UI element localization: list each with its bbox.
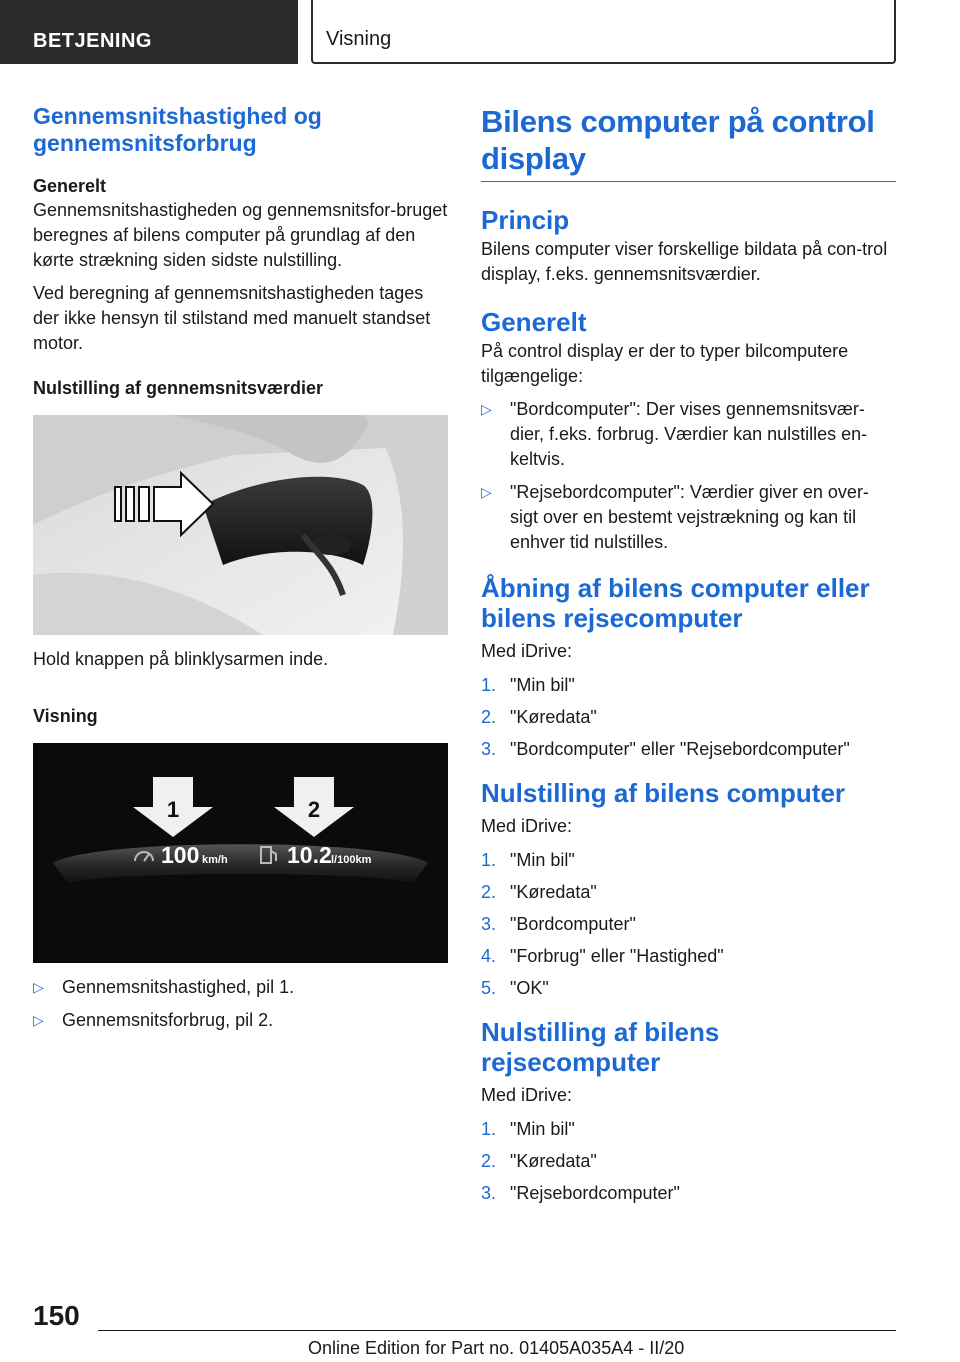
reset-computer-steps: [481, 848, 896, 1001]
instrument-display-illustration: [33, 743, 448, 963]
list-item: ▷ "Rejsebordcomputer": Værdier giver en over-sigt over en bestemt vejstrækning og kan til enhver tid nulstilles.: [481, 482, 869, 552]
heading-reset-averages: Nulstilling af gennemsnitsværdier: [33, 378, 324, 398]
heading-principle: Princip: [481, 205, 570, 235]
list-item: ▷ Gennemsnitsforbrug, pil 2.: [33, 1008, 448, 1033]
list-item: 2. "Køredata": [481, 882, 597, 902]
intro-open-computer: Med iDrive:: [481, 641, 573, 661]
section-tab: BETJENING: [0, 0, 298, 64]
average-consumption-unit: l/100km: [331, 854, 372, 866]
triangle-bullet-icon: ▷: [33, 979, 44, 995]
heading-display: Visning: [33, 706, 98, 726]
left-column: [33, 103, 448, 1041]
list-item: 1. "Min bil": [481, 675, 575, 695]
intro-reset-trip-computer: Med iDrive:: [481, 1085, 573, 1105]
heading-open-computer: Åbning af bilens computer eller bilens rejsecomputer: [481, 573, 870, 633]
reset-trip-computer-steps: [481, 1117, 896, 1206]
heading-general: Generelt: [33, 176, 107, 196]
chapter-tab: Visning: [311, 0, 896, 64]
right-column: [481, 103, 896, 1213]
list-item: 3. "Bordcomputer" eller "Rejsebordcomputer": [481, 739, 850, 759]
open-computer-steps: [481, 673, 896, 762]
list-item: 3. "Rejsebordcomputer": [481, 1183, 680, 1203]
computer-types-list: [481, 397, 896, 555]
heading-general-right: Generelt: [481, 307, 587, 337]
turn-signal-stalk-illustration: [33, 415, 448, 635]
chapter-title: Bilens computer på control display: [481, 103, 896, 182]
list-item: 5. "OK": [481, 978, 549, 998]
display-legend-list: [33, 975, 448, 1033]
list-item: 2. "Køredata": [481, 1151, 597, 1171]
caption-hold-button: Hold knappen på blinklysarmen inde.: [33, 649, 329, 669]
display-drawing: [33, 743, 448, 963]
average-consumption-value: 10.2: [287, 842, 332, 868]
list-item: 2. "Køredata": [481, 707, 597, 727]
paragraph-general-1: Gennemsnitshastigheden og gennemsnitsfor-bruget beregnes af bilens computer på grundlag af den kørte strækning siden sidste nulstilling.: [33, 200, 448, 270]
section-title-averages: Gennemsnitshastighed og gennemsnitsforbrug: [33, 103, 322, 156]
average-speed-unit: km/h: [202, 854, 228, 866]
paragraph-general-2: Ved beregning af gennemsnitshastigheden tages der ikke hensyn til stilstand med manuelt standset motor.: [33, 283, 431, 353]
list-item: 1. "Min bil": [481, 850, 575, 870]
paragraph-principle: Bilens computer viser forskellige bildata på con-trol display, f.eks. gennemsnitsværdier.: [481, 239, 888, 284]
list-item: 1. "Min bil": [481, 1119, 575, 1139]
list-item: 3. "Bordcomputer": [481, 914, 636, 934]
stalk-drawing: [33, 415, 448, 635]
intro-reset-computer: Med iDrive:: [481, 816, 573, 836]
list-item: 4. "Forbrug" eller "Hastighed": [481, 946, 724, 966]
edition-footer: Online Edition for Part no. 01405A035A4 - II/20: [308, 1338, 685, 1358]
page-header: [0, 0, 960, 66]
footer-divider: [98, 1330, 896, 1331]
heading-reset-computer: Nulstilling af bilens computer: [481, 778, 846, 808]
list-item: ▷ "Bordcomputer": Der vises gennemsnitsvær-dier, f.eks. forbrug. Værdier kan nulstilles en-keltvis.: [481, 399, 868, 469]
paragraph-general-right: På control display er der to typer bilcomputere tilgængelige:: [481, 341, 849, 386]
average-speed-value: 100: [161, 842, 200, 868]
arrow-2-label: 2: [307, 797, 321, 822]
triangle-bullet-icon: ▷: [33, 1012, 44, 1028]
arrow-1-label: 1: [166, 797, 180, 822]
page-number: 150: [33, 1300, 80, 1331]
list-item: ▷ Gennemsnitshastighed, pil 1.: [33, 975, 448, 1000]
triangle-bullet-icon: ▷: [481, 401, 492, 417]
heading-reset-trip-computer: Nulstilling af bilens rejsecomputer: [481, 1017, 720, 1077]
triangle-bullet-icon: ▷: [481, 484, 492, 500]
